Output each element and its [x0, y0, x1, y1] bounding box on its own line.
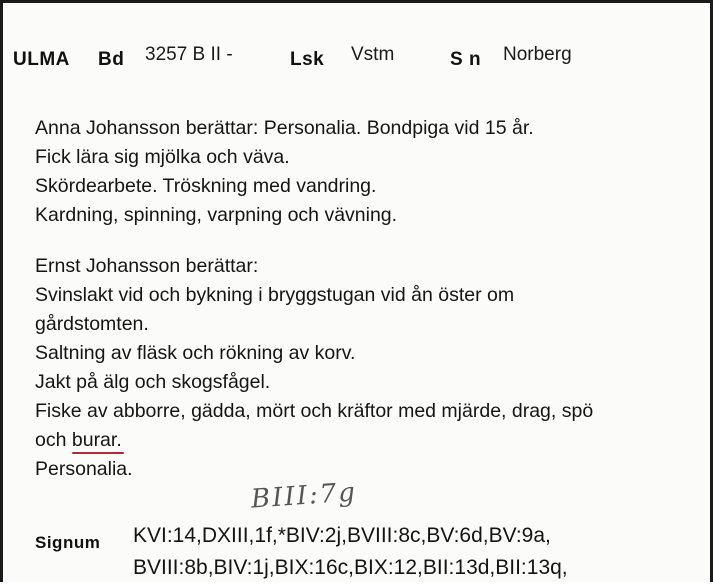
underlined-word: burar.: [71, 429, 122, 451]
record-text: [35, 114, 695, 484]
lsk-label: Lsk: [290, 49, 325, 70]
card-header: [13, 43, 700, 75]
text-line: Anna Johansson berättar: Personalia. Bondpiga vid 15 år.: [35, 117, 534, 139]
signum-line: BVIII:8b,BIV:1j,BIX:16c,BIX:12,BII:13d,BII:13q,: [133, 556, 568, 579]
text-line: Svinslakt vid och bykning i bryggstugan vid ån öster om: [35, 284, 515, 306]
text-line: Fiske av abborre, gädda, mört och kräftor med mjärde, drag, spö: [35, 400, 594, 422]
paragraph-gap: [35, 230, 695, 252]
signum-line: KVI:14,DXIII,1f,*BIV:2j,BVIII:8c,BV:6d,BV:9a,: [133, 524, 551, 547]
text-line: Personalia.: [35, 458, 133, 480]
text-line-underlined: [35, 426, 695, 455]
sn-value: Norberg: [503, 44, 572, 65]
handwritten-annotation: BIII:7g: [250, 477, 358, 515]
bd-value: 3257 B II -: [145, 44, 233, 65]
text-line: Saltning av fläsk och rökning av korv.: [35, 342, 356, 364]
text-line: Skördearbete. Tröskning med vandring.: [35, 175, 377, 197]
text-line: Kardning, spinning, varpning och vävning.: [35, 204, 398, 226]
text-line: Jakt på älg och skogsfågel.: [35, 371, 271, 393]
signum-codes: [133, 520, 568, 584]
bd-label: Bd: [98, 49, 125, 70]
text-line: Ernst Johansson berättar:: [35, 255, 259, 277]
signum-label: Signum: [35, 533, 101, 552]
text-line: gårdstomten.: [35, 313, 149, 335]
sn-label: S n: [450, 49, 482, 70]
text-fragment: och: [35, 429, 67, 451]
text-line: Fick lära sig mjölka och väva.: [35, 146, 290, 168]
lsk-value: Vstm: [351, 44, 395, 65]
archive-label: ULMA: [13, 49, 70, 70]
